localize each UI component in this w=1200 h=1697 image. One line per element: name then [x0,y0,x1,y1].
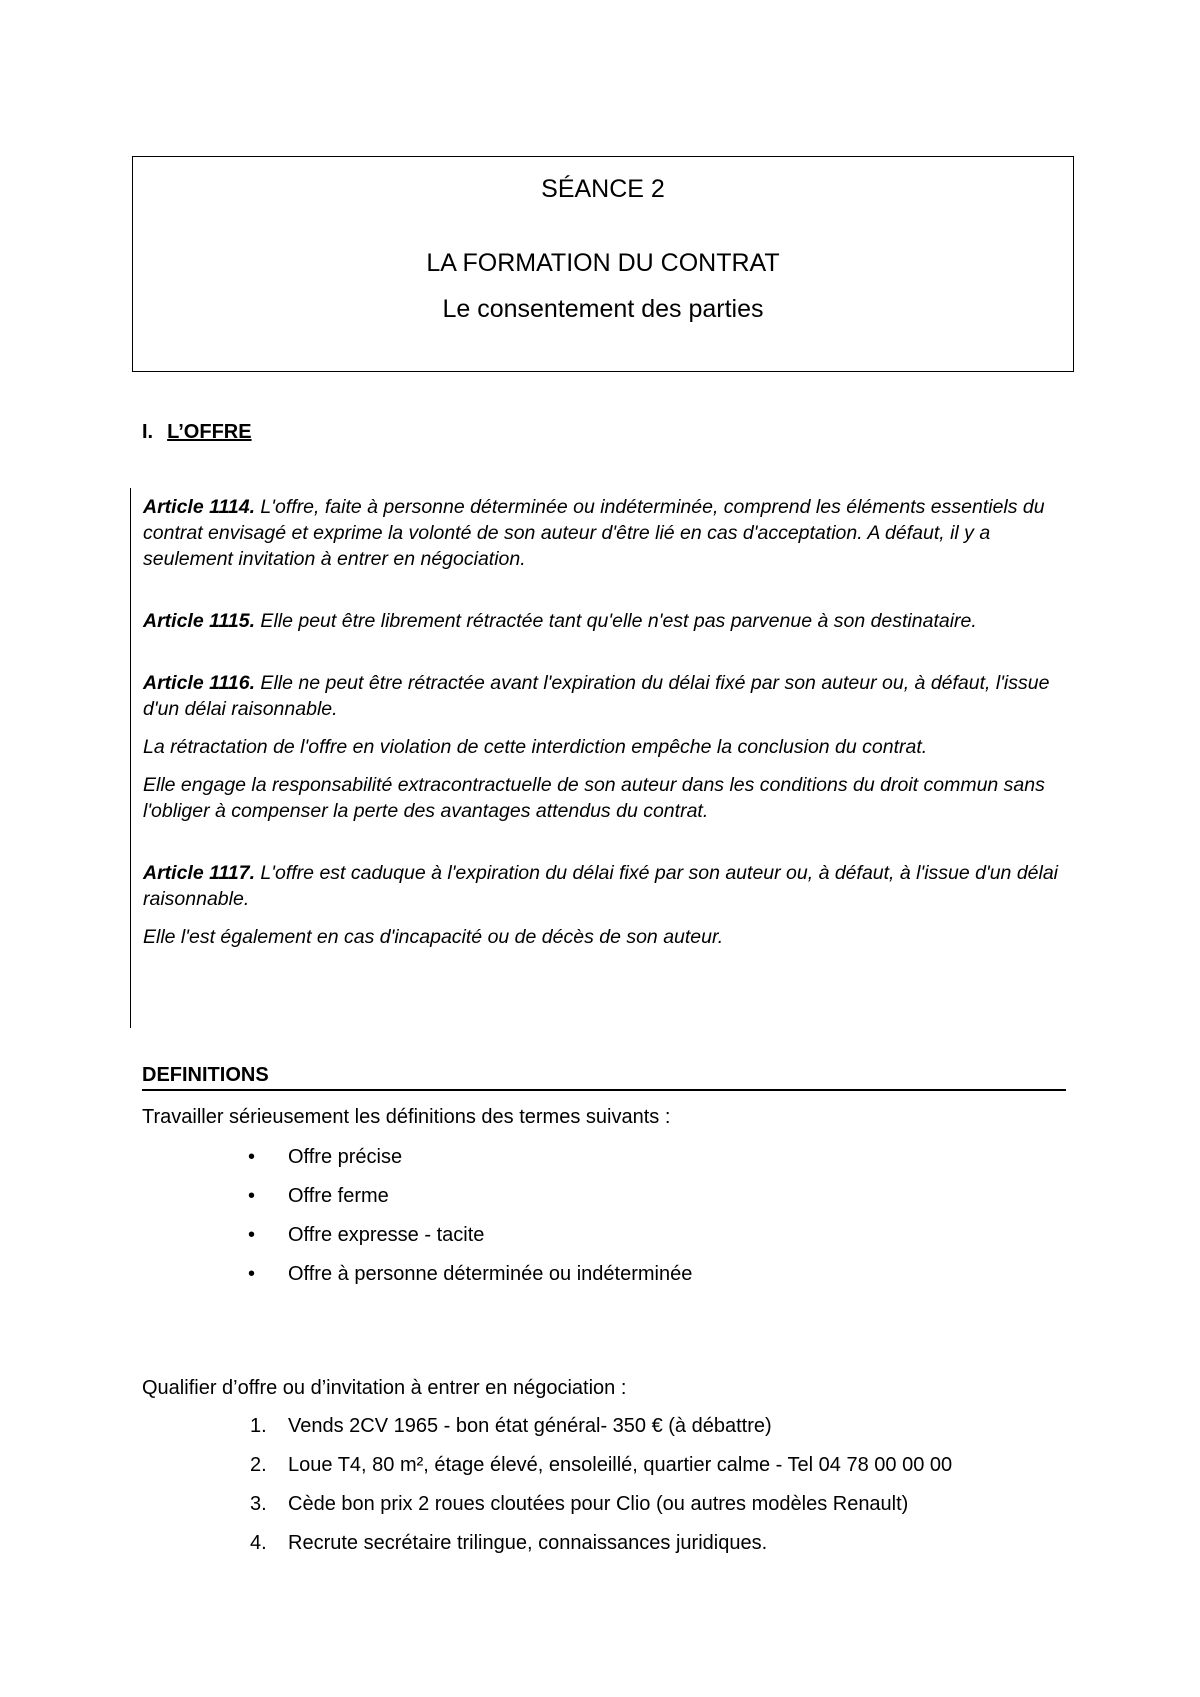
article-paragraph: Elle engage la responsabilité extracontractuelle de son auteur dans les conditions du droit commun sans l'obliger à compenser la perte des avantages attendus du contrat. [143,774,1045,822]
article-1115 [143,608,1063,634]
article-1114 [143,494,1063,572]
bullet-icon: • [248,1185,256,1207]
article-paragraph [143,860,1063,912]
item-number: 4. [250,1532,267,1554]
item-number: 2. [250,1454,267,1476]
articles-block [143,494,1063,986]
session-title: SÉANCE 2 [541,175,665,203]
section-number: I. [142,421,154,443]
definitions-list [248,1146,692,1302]
list-item [250,1493,952,1532]
list-item [250,1415,952,1454]
article-text: Elle peut être librement rétractée tant qu'elle n'est pas parvenue à son destinataire. [255,610,977,632]
article-label: Article 1117. [143,862,256,884]
definition-term: Offre expresse - tacite [288,1224,485,1246]
definitions-intro: Travailler sérieusement les définitions des termes suivants : [142,1106,671,1128]
article-paragraph [143,608,1063,634]
article-text: L'offre est caduque à l'expiration du délai fixé par son auteur ou, à défaut, à l'issue d'un délai raisonnable. [143,862,1059,910]
definition-term: Offre ferme [288,1185,389,1207]
list-item [248,1224,692,1263]
ad-text: Loue T4, 80 m², étage élevé, ensoleillé, quartier calme - Tel 04 78 00 00 00 [288,1454,953,1476]
list-item [250,1454,952,1493]
article-text: L'offre, faite à personne déterminée ou indéterminée, comprend les éléments essentiels du contrat envisagé et exprime la volonté de son auteur d'être lié en cas d'acceptation. A défaut, il y a seulement invitation à entrer en négociation. [143,496,1045,570]
definition-term: Offre à personne déterminée ou indéterminée [288,1263,693,1285]
definitions-heading: DEFINITIONS [142,1064,1066,1091]
bullet-icon: • [248,1146,256,1168]
bullet-icon: • [248,1263,256,1285]
chapter-title: LA FORMATION DU CONTRAT [426,249,780,277]
article-label: Article 1116. [143,672,256,694]
article-paragraph [143,494,1063,572]
list-item [248,1263,692,1302]
section-heading-offre [142,421,252,444]
list-item [248,1146,692,1185]
qualify-intro: Qualifier d’offre ou d’invitation à entrer en négociation : [142,1377,627,1399]
definition-term: Offre précise [288,1146,403,1168]
list-item [250,1532,952,1571]
ad-text: Vends 2CV 1965 - bon état général- 350 € (à débattre) [288,1415,772,1437]
section-title: L’OFFRE [167,421,252,443]
article-paragraph [143,670,1063,722]
list-item [248,1185,692,1224]
article-paragraph: Elle l'est également en cas d'incapacité ou de décès de son auteur. [143,926,724,948]
articles-margin-bar [130,488,131,1028]
chapter-subtitle: Le consentement des parties [442,295,764,323]
article-paragraph: La rétractation de l'offre en violation de cette interdiction empêche la conclusion du contrat. [143,736,928,758]
title-box [132,156,1074,372]
item-number: 1. [250,1415,267,1437]
bullet-icon: • [248,1224,256,1246]
article-1117 [143,860,1063,950]
item-number: 3. [250,1493,267,1515]
article-text: Elle ne peut être rétractée avant l'expiration du délai fixé par son auteur ou, à défaut, l'issue d'un délai raisonnable. [143,672,1050,720]
article-label: Article 1114. [143,496,256,518]
ad-text: Cède bon prix 2 roues cloutées pour Clio (ou autres modèles Renault) [288,1493,909,1515]
article-1116 [143,670,1063,824]
qualify-list [250,1415,952,1571]
article-label: Article 1115. [143,610,256,632]
ad-text: Recrute secrétaire trilingue, connaissances juridiques. [288,1532,768,1554]
